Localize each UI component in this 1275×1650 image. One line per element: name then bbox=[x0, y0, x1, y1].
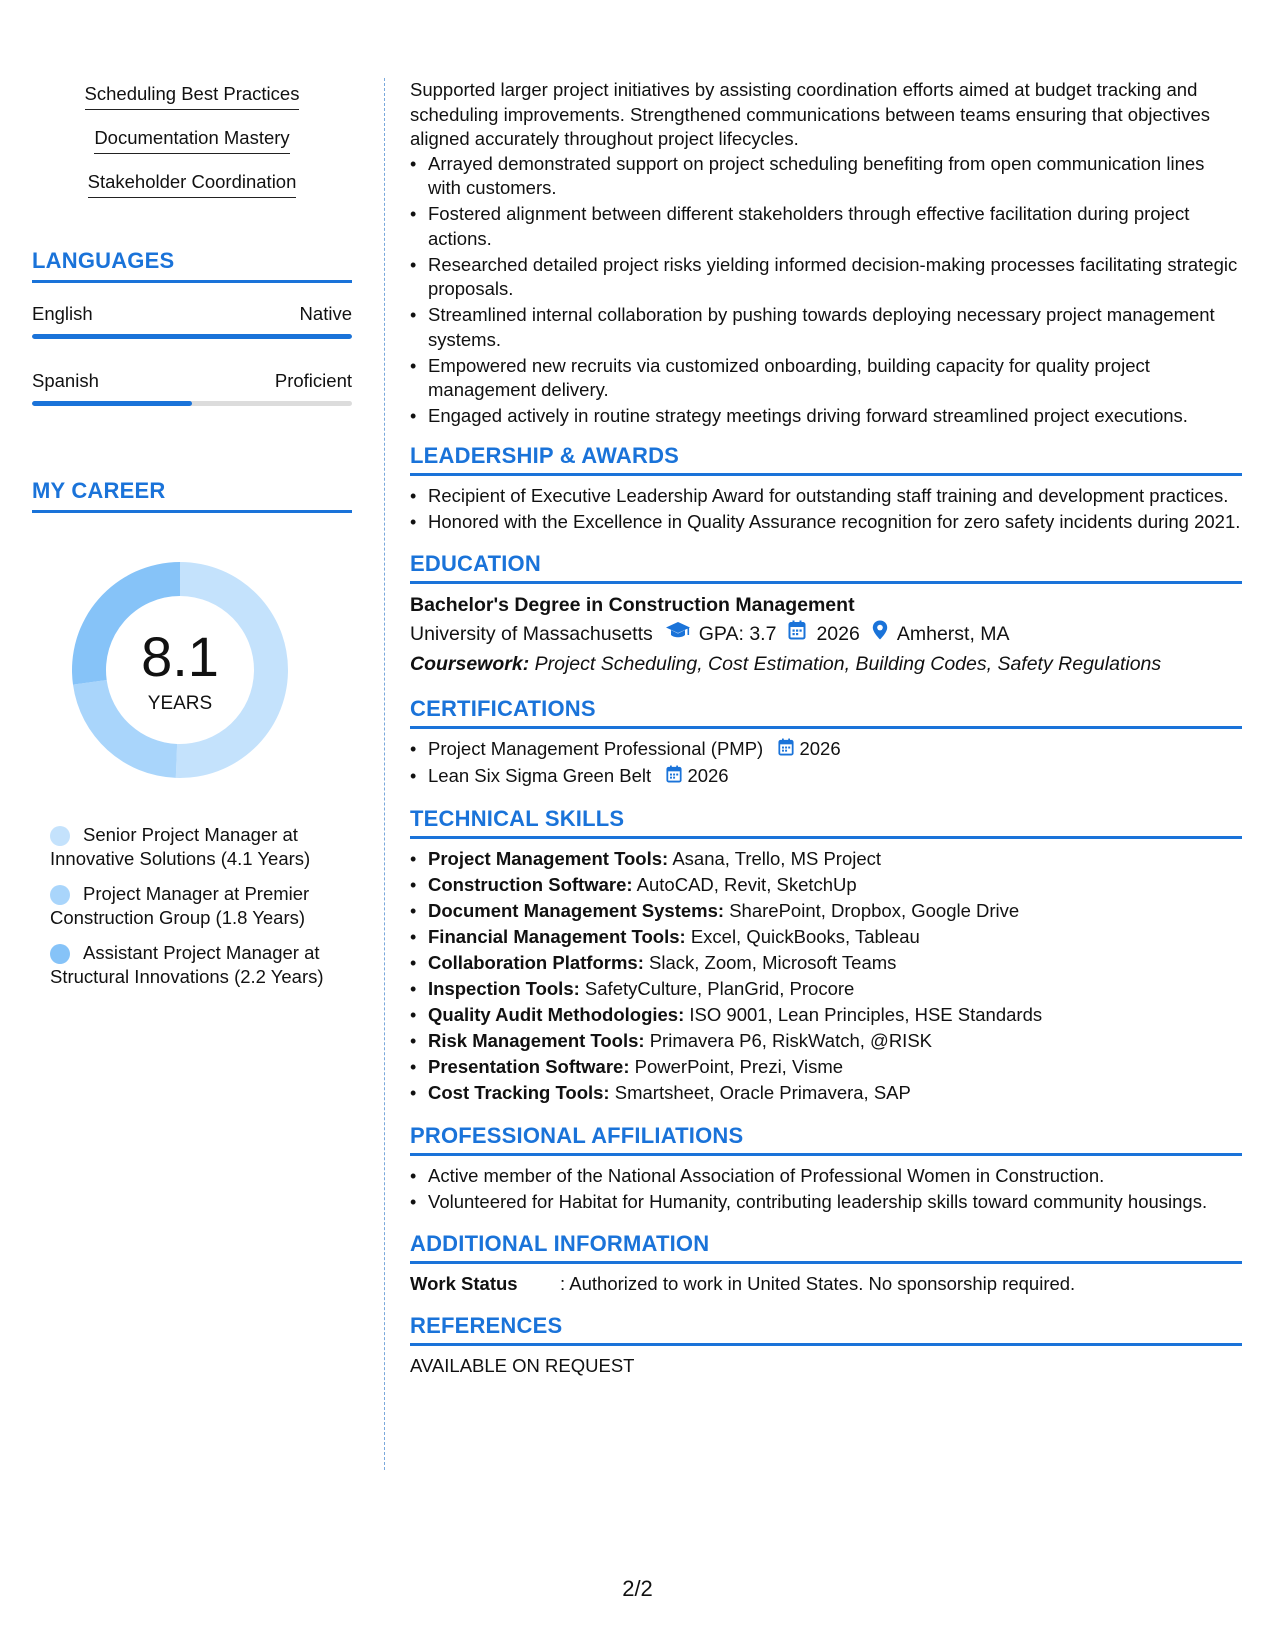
career-role-label: Assistant Project Manager at Structural Innovations (2.2 Years) bbox=[50, 942, 324, 987]
experience-bullet: • Arrayed demonstrated support on project scheduling benefiting from open communication lines with customers. bbox=[428, 152, 1242, 201]
technical-skill-item bbox=[428, 977, 1242, 1002]
skill-category: Presentation Software: bbox=[428, 1056, 630, 1078]
skill-category: Risk Management Tools: bbox=[428, 1030, 645, 1052]
skill-category: Construction Software: bbox=[428, 874, 633, 896]
certifications-heading: CERTIFICATIONS bbox=[410, 696, 1242, 729]
certification-name: Project Management Professional (PMP) bbox=[428, 738, 764, 759]
skill-tools: Excel, QuickBooks, Tableau bbox=[690, 926, 920, 948]
leadership-heading: LEADERSHIP & AWARDS bbox=[410, 443, 1242, 476]
technical-skill-item bbox=[428, 847, 1242, 872]
certifications-list bbox=[410, 737, 1242, 789]
graduation-year: 2026 bbox=[816, 623, 860, 645]
experience-bullet: • Engaged actively in routine strategy meetings driving forward streamlined project executions. bbox=[428, 404, 1242, 429]
coursework-label: Coursework: bbox=[410, 653, 530, 675]
certification-name: Lean Six Sigma Green Belt bbox=[428, 764, 652, 786]
work-status-row bbox=[410, 1272, 1242, 1296]
language-name: English bbox=[32, 303, 93, 324]
references-text: AVAILABLE ON REQUEST bbox=[410, 1355, 635, 1377]
career-donut-chart bbox=[65, 555, 295, 785]
skill-link[interactable]: Stakeholder Coordination bbox=[88, 170, 297, 198]
affiliation-item: • Active member of the National Association of Professional Women in Construction. bbox=[428, 1164, 1242, 1189]
skill-category: Collaboration Platforms: bbox=[428, 952, 644, 974]
career-legend-item bbox=[50, 882, 330, 930]
leadership-item: • Honored with the Excellence in Quality Assurance recognition for zero safety incidents during 2021. bbox=[428, 510, 1242, 535]
skill-tools: SafetyCulture, PlanGrid, Procore bbox=[584, 978, 855, 1000]
calendar-icon bbox=[778, 738, 794, 763]
language-spanish bbox=[32, 369, 352, 406]
skill-link[interactable]: Scheduling Best Practices bbox=[85, 82, 300, 110]
school-name: University of Massachusetts bbox=[410, 623, 653, 645]
certification-item bbox=[428, 737, 1242, 762]
skill-tools: Slack, Zoom, Microsoft Teams bbox=[649, 952, 897, 974]
technical-skill-item bbox=[428, 1055, 1242, 1080]
skill-category: Cost Tracking Tools: bbox=[428, 1082, 610, 1104]
location-pin-icon bbox=[872, 619, 888, 649]
work-status-label: Work Status bbox=[410, 1273, 518, 1295]
school-location: Amherst, MA bbox=[896, 623, 1010, 645]
skill-category: Project Management Tools: bbox=[428, 848, 669, 870]
skill-tools: AutoCAD, Revit, SketchUp bbox=[636, 874, 857, 896]
experience-bullets bbox=[410, 152, 1242, 429]
skill-category: Document Management Systems: bbox=[428, 900, 725, 922]
skill-tools: Primavera P6, RiskWatch, @RISK bbox=[649, 1030, 932, 1052]
language-bar bbox=[32, 334, 352, 339]
coursework-list: Project Scheduling, Cost Estimation, Building Codes, Safety Regulations bbox=[534, 653, 1162, 675]
graduation-cap-icon bbox=[665, 619, 691, 649]
technical-skill-item bbox=[428, 873, 1242, 898]
education-heading: EDUCATION bbox=[410, 551, 1242, 584]
technical-skills-heading: TECHNICAL SKILLS bbox=[410, 806, 1242, 839]
affiliations-heading: PROFESSIONAL AFFILIATIONS bbox=[410, 1123, 1242, 1156]
calendar-icon bbox=[666, 765, 682, 790]
language-level: Native bbox=[299, 303, 352, 324]
experience-summary: Supported larger project initiatives by assisting coordination efforts aimed at budget tracking and scheduling improvements. Strengthened communications between teams ensuring that objectives aligned accurately throughout project lifecycles. bbox=[410, 79, 1211, 149]
gpa: GPA: 3.7 bbox=[698, 623, 777, 645]
coursework bbox=[410, 649, 1242, 679]
technical-skill-item bbox=[428, 951, 1242, 976]
skill-category: Quality Audit Methodologies: bbox=[428, 1004, 685, 1026]
additional-info-heading: ADDITIONAL INFORMATION bbox=[410, 1231, 1242, 1264]
experience-bullet: • Researched detailed project risks yielding informed decision-making processes facilitating strategic proposals. bbox=[428, 253, 1242, 302]
career-total-unit: YEARS bbox=[147, 693, 213, 714]
leadership-list bbox=[410, 484, 1242, 535]
career-legend-item bbox=[50, 823, 330, 871]
career-legend-item bbox=[50, 941, 330, 989]
page-number: 2/2 bbox=[622, 1576, 653, 1601]
legend-dot bbox=[50, 944, 70, 964]
affiliations-list bbox=[410, 1164, 1242, 1215]
skill-tools: Smartsheet, Oracle Primavera, SAP bbox=[614, 1082, 911, 1104]
right-column bbox=[410, 78, 1242, 1379]
technical-skill-item bbox=[428, 925, 1242, 950]
affiliation-item: • Volunteered for Habitat for Humanity, contributing leadership skills toward community housings. bbox=[428, 1190, 1242, 1215]
skill-category: Inspection Tools: bbox=[428, 978, 580, 1000]
language-bar-fill bbox=[32, 334, 352, 339]
skill-link[interactable]: Documentation Mastery bbox=[94, 126, 289, 154]
skill-tools: SharePoint, Dropbox, Google Drive bbox=[729, 900, 1020, 922]
certification-year: 2026 bbox=[687, 764, 729, 786]
skill-links bbox=[32, 82, 352, 214]
work-status-value: : Authorized to work in United States. No sponsorship required. bbox=[560, 1273, 1076, 1295]
column-divider bbox=[384, 78, 385, 1470]
technical-skill-item bbox=[428, 899, 1242, 924]
references-heading: REFERENCES bbox=[410, 1313, 1242, 1346]
language-bar-fill bbox=[32, 401, 192, 406]
legend-dot bbox=[50, 826, 70, 846]
education-details bbox=[410, 619, 1242, 649]
language-name: Spanish bbox=[32, 370, 99, 391]
certification-year: 2026 bbox=[799, 738, 841, 759]
languages-heading: LANGUAGES bbox=[32, 248, 352, 283]
career-role-label: Project Manager at Premier Construction Group (1.8 Years) bbox=[50, 883, 310, 928]
legend-dot bbox=[50, 885, 70, 905]
technical-skill-item bbox=[428, 1081, 1242, 1106]
skill-tools: Asana, Trello, MS Project bbox=[672, 848, 882, 870]
career-legend bbox=[50, 823, 330, 989]
skill-tools: ISO 9001, Lean Principles, HSE Standards bbox=[689, 1004, 1043, 1026]
leadership-item: • Recipient of Executive Leadership Award for outstanding staff training and development practices. bbox=[428, 484, 1242, 509]
career-total-years: 8.1 bbox=[141, 625, 219, 688]
career-heading: MY CAREER bbox=[32, 478, 352, 513]
language-english bbox=[32, 302, 352, 339]
skill-tools: PowerPoint, Prezi, Visme bbox=[634, 1056, 844, 1078]
experience-bullet: • Streamlined internal collaboration by pushing towards deploying necessary project management systems. bbox=[428, 303, 1242, 352]
skill-category: Financial Management Tools: bbox=[428, 926, 686, 948]
calendar-icon bbox=[788, 619, 806, 649]
career-role-label: Senior Project Manager at Innovative Solutions (4.1 Years) bbox=[50, 824, 311, 869]
left-column bbox=[32, 82, 352, 1000]
technical-skill-item bbox=[428, 1029, 1242, 1054]
technical-skills-list bbox=[410, 847, 1242, 1106]
language-bar bbox=[32, 401, 352, 406]
experience-bullet: • Empowered new recruits via customized onboarding, building capacity for quality project management delivery. bbox=[428, 354, 1242, 403]
language-level: Proficient bbox=[274, 370, 352, 391]
degree-title: Bachelor's Degree in Construction Management bbox=[410, 594, 855, 616]
certification-item bbox=[428, 764, 1242, 789]
experience-bullet: • Fostered alignment between different stakeholders through effective facilitation during project actions. bbox=[428, 202, 1242, 251]
technical-skill-item bbox=[428, 1003, 1242, 1028]
